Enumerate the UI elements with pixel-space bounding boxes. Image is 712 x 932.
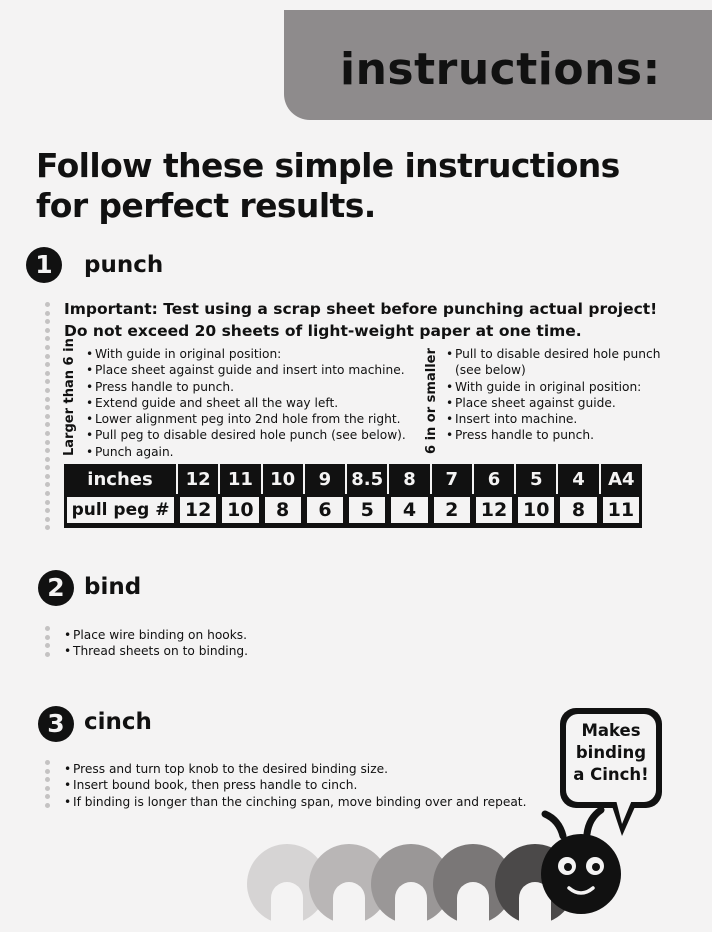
caterpillar-mascot-icon [245,800,625,932]
list-item-text: Pull peg to disable desired hole punch (see below). [95,428,406,443]
bullet-icon: • [86,444,94,459]
peg-cell [515,494,557,528]
list-item [86,346,406,362]
bullet-icon: • [446,379,454,394]
list-item [86,395,406,411]
size-cell: 11 [219,464,261,494]
dot [45,328,50,333]
list-item [86,427,406,443]
dot [45,803,50,808]
peg-value: 8 [560,497,596,523]
peg-cell [557,494,599,528]
dotted-line-bind [45,626,51,660]
size-cell: 10 [262,464,304,494]
bubble-line-2: binding [575,743,647,762]
dot [45,482,50,487]
segment-opening-icon [271,898,303,932]
peg-value: 11 [603,497,639,523]
vertical-label-larger: Larger than 6 in [62,338,77,456]
vertical-label-smaller: 6 in or smaller [424,348,439,454]
dot [45,786,50,791]
dot [45,491,50,496]
pull-peg-header [64,494,177,528]
dot [45,336,50,341]
peg-value: 12 [476,497,512,523]
list-item-text: Press and turn top knob to the desired binding size. [73,762,388,776]
list-item-text: Pull to disable desired hole punch [455,347,661,361]
peg-value: 2 [434,497,470,523]
peg-value: 10 [518,497,554,523]
size-cell: 7 [431,464,473,494]
dot [45,465,50,470]
dot [45,431,50,436]
dot [45,525,50,530]
size-cell: 8.5 [346,464,388,494]
list-item-text: Place sheet against guide and insert into machine. [95,363,405,378]
peg-value: 10 [222,497,258,523]
peg-cell [388,494,430,528]
size-cell: 9 [304,464,346,494]
dot [45,388,50,393]
list-item-text: Press handle to punch. [455,428,594,443]
peg-cell [473,494,515,528]
peg-value: 5 [349,497,385,523]
segment-opening-icon [333,898,365,932]
list-item-text: With guide in original position: [95,347,282,361]
dot [45,508,50,513]
size-cell: A4 [600,464,642,494]
peg-value: 6 [307,497,343,523]
important-line-2: Do not exceed 20 sheets of light-weight paper at one time. [64,322,582,340]
intro-line-2: for perfect results. [36,186,376,225]
dotted-line-cinch [45,760,51,812]
bullet-icon: • [446,347,454,361]
bullet-icon: • [86,395,94,410]
peg-cell [346,494,388,528]
step-number-3: 3 [38,706,74,742]
list-item-text: Place wire binding on hooks. [73,628,248,642]
peg-cell [262,494,304,528]
dot [45,626,50,631]
list-item [446,411,660,427]
step-number-1: 1 [26,247,62,283]
bullet-icon: • [64,794,72,809]
dot [45,311,50,316]
segment-opening-icon [457,898,489,932]
list-item [446,362,660,378]
bullet-icon: • [446,428,454,443]
dot [45,405,50,410]
intro-heading [36,146,686,226]
list-item [86,411,406,427]
list-item-text: If binding is longer than the cinching span, move binding over and repeat. [73,794,527,809]
dot [45,371,50,376]
size-cell: 6 [473,464,515,494]
size-cell: 4 [557,464,599,494]
list-item [446,346,660,362]
bullet-icon: • [64,628,72,642]
dot [45,422,50,427]
list-item [446,427,660,443]
table-row-inches [64,464,642,494]
page-title: instructions: [340,44,661,95]
size-cell: 8 [388,464,430,494]
list-item [446,379,660,395]
list-item [64,627,248,643]
peg-cell [304,494,346,528]
dot [45,643,50,648]
peg-value: 8 [265,497,301,523]
dot [45,354,50,359]
list-item-text: Punch again. [95,444,174,459]
dot [45,500,50,505]
bullet-icon: • [64,778,72,793]
dot [45,319,50,324]
step-number-2: 2 [38,570,74,606]
list-item-text: Insert into machine. [455,412,578,427]
bubble-line-1: Makes [581,721,641,740]
segment-opening-icon [519,898,551,932]
peg-cell [219,494,261,528]
bullet-icon: • [86,412,94,427]
list-item-text: (see below) [455,363,526,378]
list-item-text: Thread sheets on to binding. [73,644,249,659]
dot [45,760,50,765]
dot [45,635,50,640]
dot [45,652,50,657]
bullet-icon: • [86,363,94,378]
dot [45,777,50,782]
list-item [64,777,526,793]
bullet-icon: • [86,379,94,394]
dot [45,457,50,462]
peg-cell [177,494,219,528]
list-item [86,379,406,395]
punch-steps-large [86,346,406,460]
list-item-text: With guide in original position: [455,379,642,394]
section-title-cinch: cinch [84,709,152,735]
bullet-icon: • [64,762,72,776]
list-item-text: Press handle to punch. [95,379,234,394]
list-item [86,444,406,460]
pull-peg-header-label: pull peg # [67,497,174,523]
list-item [86,362,406,378]
peg-value: 12 [180,497,216,523]
bubble-line-3: a Cinch! [573,765,649,784]
dot [45,345,50,350]
dot [45,379,50,384]
peg-cell [431,494,473,528]
bullet-icon: • [86,347,94,361]
bullet-icon: • [446,412,454,427]
antenna-icon [545,814,563,836]
antenna-icon [587,810,601,834]
bullet-icon: • [86,428,94,443]
dot [45,362,50,367]
pupil-icon [592,863,600,871]
list-item [446,395,660,411]
inches-header: inches [87,468,153,490]
dot [45,769,50,774]
dot [45,448,50,453]
speech-bubble-text [566,714,656,802]
pupil-icon [564,863,572,871]
intro-line-1: Follow these simple instructions [36,146,620,185]
peg-value: 4 [391,497,427,523]
bind-steps [64,627,248,660]
peg-table [64,464,642,528]
dot [45,397,50,402]
size-cell: 5 [515,464,557,494]
list-item [64,761,526,777]
size-cell: 12 [177,464,219,494]
table-row-pull-peg [64,494,642,528]
list-item-text: Insert bound book, then press handle to cinch. [73,778,358,793]
segment-opening-icon [395,898,427,932]
dotted-line-punch [45,302,51,534]
punch-steps-small [446,346,660,444]
important-note [64,298,657,342]
bullet-icon: • [64,644,72,659]
peg-cell [600,494,642,528]
dot [45,794,50,799]
dot [45,517,50,522]
dot [45,302,50,307]
list-item [64,643,248,659]
dot [45,414,50,419]
caterpillar-head-icon [541,834,621,914]
section-title-bind: bind [84,574,142,600]
dot [45,440,50,445]
important-line-1: Important: Test using a scrap sheet before punching actual project! [64,300,658,318]
list-item-text: Place sheet against guide. [455,395,616,410]
list-item-text: Lower alignment peg into 2nd hole from the right. [95,412,401,427]
section-title-punch: punch [84,252,164,278]
list-item-text: Extend guide and sheet all the way left. [95,395,339,410]
dot [45,474,50,479]
bullet-icon: • [446,395,454,410]
